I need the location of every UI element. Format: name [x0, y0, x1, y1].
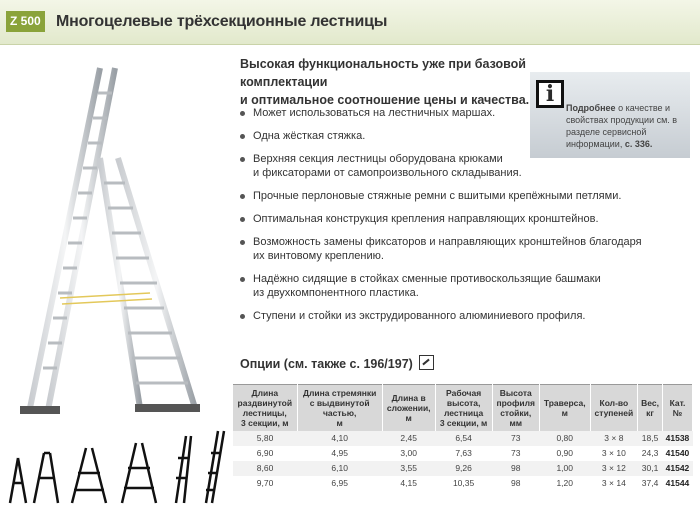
table-cell: 30,1 — [638, 461, 663, 476]
table-cell: 2,45 — [382, 431, 435, 446]
table-header-cell: Кол-во ступеней — [590, 385, 638, 432]
table-cell: 7,63 — [455, 448, 472, 458]
table-cell: 3 × 14 — [601, 478, 626, 488]
list-item: Ступени и стойки из экструдированного алюминиевого профиля. — [240, 309, 680, 323]
product-code-badge: Z 500 — [6, 11, 45, 32]
list-item: Надёжно сидящие в стойках сменные противоскользящие башмаки из двухкомпонентного пластика. — [240, 272, 680, 300]
table-cell: 6,54 — [435, 431, 492, 446]
edit-icon — [419, 355, 434, 370]
table-cell: 73 — [492, 431, 539, 446]
table-header-row — [233, 385, 693, 432]
page-header — [0, 0, 700, 45]
table-cell: 24,3 — [641, 448, 659, 458]
table-cell: 41538 — [662, 431, 692, 446]
table-header-cell: Вес, кг — [638, 385, 663, 432]
list-item: Оптимальная конструкция крепления направляющих кронштейнов. — [240, 212, 680, 226]
table-cell: 3,55 — [382, 461, 435, 476]
spec-table-wrap — [233, 384, 693, 491]
table-row — [233, 431, 693, 446]
list-item: Одна жёсткая стяжка. — [240, 129, 680, 143]
table-cell: 3 × 12 — [590, 461, 638, 476]
table-cell: 1,00 — [539, 461, 590, 476]
table-header-cell: Траверса, м — [539, 385, 590, 432]
table-cell: 37,4 — [641, 478, 659, 488]
table-cell: 6,10 — [297, 461, 382, 476]
info-lead: Подробнее — [566, 103, 616, 113]
table-cell: 0,80 — [539, 431, 590, 446]
table-cell: 8,60 — [233, 461, 297, 476]
table-cell: 9,70 — [256, 478, 274, 488]
list-item: Верхняя секция лестницы оборудована крюками и фиксаторами от самопроизвольного складывания. — [240, 152, 680, 180]
ladder-image — [0, 48, 232, 428]
table-cell: 4,10 — [297, 431, 382, 446]
table-row — [233, 476, 693, 491]
table-header-cell: Длина раздвинутой лестницы, 3 секции, м — [233, 385, 297, 432]
table-cell: 41542 — [662, 461, 692, 476]
table-cell: 98 — [492, 461, 539, 476]
table-cell: 41544 — [665, 478, 690, 488]
table-header-cell: Кат. № — [662, 385, 692, 432]
table-cell: 4,95 — [331, 448, 348, 458]
spec-table — [233, 384, 693, 491]
intro-line-1: Высокая функциональность уже при базовой комплектации — [240, 57, 526, 89]
table-cell: 5,80 — [233, 431, 297, 446]
table-row — [233, 446, 693, 461]
table-cell: 3 × 8 — [590, 431, 638, 446]
table-header-cell: Длина стремянки с выдвинутой частью, м — [297, 385, 382, 432]
table-cell: 0,90 — [556, 448, 573, 458]
table-row — [233, 461, 693, 476]
table-cell: 3,00 — [400, 448, 417, 458]
feature-list — [240, 106, 680, 332]
table-cell: 98 — [510, 478, 521, 488]
options-heading — [240, 355, 434, 371]
table-cell: 3 × 10 — [601, 448, 626, 458]
table-header-cell: Рабочая высота, лестница 3 секции, м — [435, 385, 492, 432]
table-cell: 1,20 — [556, 478, 573, 488]
options-label: Опции (см. также с. 196/197) — [240, 357, 413, 371]
info-icon: i — [536, 80, 564, 108]
table-header-cell: Длина в сложении, м — [382, 385, 435, 432]
list-item: Может использоваться на лестничных маршах. — [240, 106, 680, 120]
table-cell: 9,26 — [435, 461, 492, 476]
table-cell: 73 — [510, 448, 521, 458]
info-body: о качестве и свойствах продукции см. в разделе сервисной информации, — [566, 103, 678, 149]
table-cell: 41540 — [665, 448, 690, 458]
table-cell: 10,35 — [452, 478, 475, 488]
ladder-configurations-icons — [6, 428, 231, 508]
table-cell: 6,90 — [256, 448, 274, 458]
list-item: Возможность замены фиксаторов и направляющих кронштейнов благодаря их винтовому креплению. — [240, 235, 680, 263]
table-header-cell: Высота профиля стойки, мм — [492, 385, 539, 432]
page-title: Многоцелевые трёхсекционные лестницы — [56, 13, 388, 30]
intro-text — [240, 55, 570, 109]
list-item: Прочные перлоновые стяжные ремни с вшитыми крепёжными петлями. — [240, 189, 680, 203]
table-body — [233, 431, 693, 491]
table-cell: 4,15 — [400, 478, 417, 488]
table-cell: 18,5 — [638, 431, 663, 446]
info-ref: с. 336. — [624, 139, 653, 149]
table-cell: 6,95 — [331, 478, 348, 488]
intro-line-2: и оптимальное соотношение цены и качества. — [240, 93, 530, 107]
